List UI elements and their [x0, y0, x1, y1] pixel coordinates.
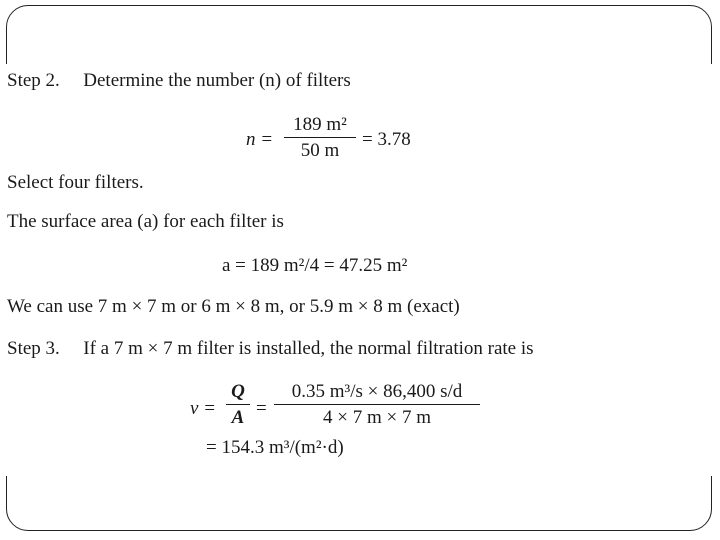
- eq-v-a: A: [231, 407, 245, 428]
- surface-text: The surface area (a) for each filter is: [7, 211, 284, 232]
- options-text: We can use 7 m × 7 m or 6 m × 8 m, or 5.9 m × 8 m (exact): [7, 296, 460, 317]
- eq-v-q: Q: [231, 381, 245, 402]
- eq-n-fraction-bar: [284, 137, 356, 138]
- eq-v-result: = 154.3 m³/(m²·d): [206, 437, 344, 458]
- step2-label: Step 2.: [7, 70, 60, 91]
- eq-v-fraction2: [274, 382, 480, 427]
- eq-n-fraction: [284, 115, 356, 160]
- step2-line: [7, 71, 351, 90]
- step3-line: [7, 339, 534, 358]
- eq-n-numerator: 189 m²: [293, 114, 347, 135]
- eq-v-denominator: 4 × 7 m × 7 m: [323, 407, 431, 428]
- select-text: Select four filters.: [7, 172, 144, 193]
- frame-gap-right: [708, 64, 716, 476]
- eq-v-fraction1-bar: [226, 404, 250, 405]
- eq-n-rhs: = 3.78: [362, 129, 411, 150]
- eq-n-denominator: 50 m: [300, 140, 340, 161]
- eq-v-fraction1: [226, 382, 250, 427]
- eq-a: a = 189 m²/4 = 47.25 m²: [222, 255, 408, 276]
- step3-text: If a 7 m × 7 m filter is installed, the normal filtration rate is: [83, 338, 534, 359]
- step2-text: Determine the number (n) of filters: [83, 70, 351, 91]
- eq-v-numerator: 0.35 m³/s × 86,400 s/d: [291, 381, 463, 402]
- eq-v-lhs: v =: [190, 398, 217, 419]
- eq-v-equals: =: [256, 398, 267, 419]
- eq-n-lhs: n =: [246, 129, 274, 150]
- eq-v-fraction2-bar: [274, 404, 480, 405]
- step3-label: Step 3.: [7, 338, 60, 359]
- frame-gap-left: [3, 64, 11, 476]
